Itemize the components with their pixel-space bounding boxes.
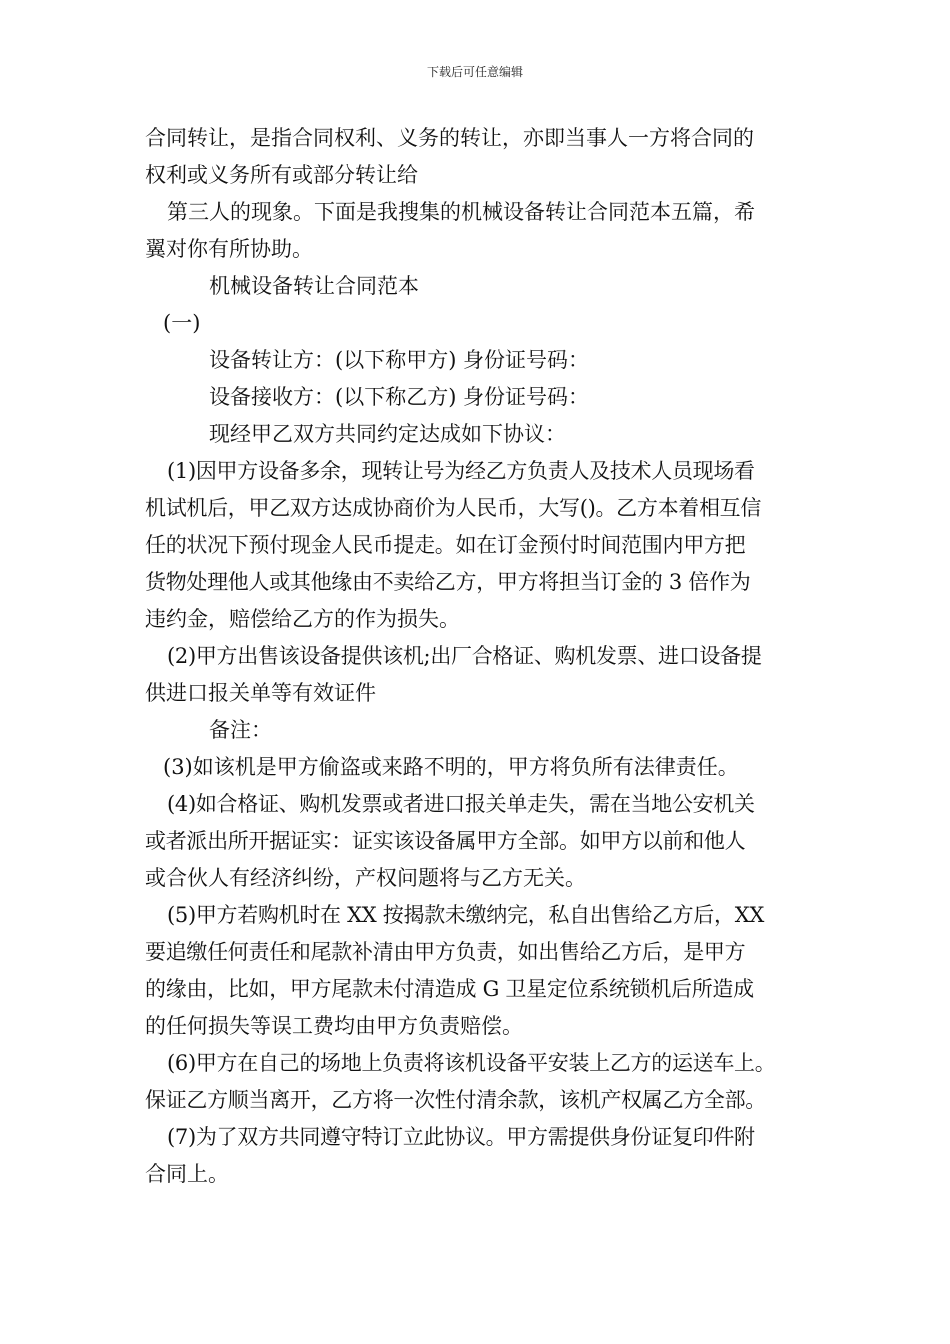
paragraph-line: 的缘由，比如，甲方尾款未付清造成 G 卫星定位系统锁机后所造成 <box>145 977 754 1001</box>
section-title: 机械设备转让合同范本 <box>209 274 419 298</box>
page-header: 下载后可任意编辑 <box>426 65 523 79</box>
section-number: (一) <box>163 311 201 335</box>
paragraph-line: 合同上。 <box>145 1162 229 1186</box>
paragraph-line: 货物处理他人或其他缘由不卖给乙方，甲方将担当订金的 3 倍作为 <box>145 570 751 594</box>
paragraph-line: (1)因甲方设备多余，现转让号为经乙方负责人及技术人员现场看 <box>167 459 755 483</box>
paragraph-line: 设备转让方：(以下称甲方) 身份证号码： <box>209 348 590 372</box>
paragraph-line: 任的状况下预付现金人民币提走。如在订金预付时间范围内甲方把 <box>145 533 746 557</box>
paragraph-line: (2)甲方出售该设备提供该机;出厂合格证、购机发票、进口设备提 <box>167 644 762 668</box>
paragraph-line: 权利或义务所有或部分转让给 <box>145 163 418 187</box>
paragraph-line: (6)甲方在自己的场地上负责将该机设备平安装上乙方的运送车上。 <box>167 1051 776 1075</box>
paragraph-line: 备注： <box>209 718 272 742</box>
paragraph-line: (7)为了双方共同遵守特订立此协议。甲方需提供身份证复印件附 <box>167 1125 755 1149</box>
paragraph-line: 的任何损失等误工费均由甲方负责赔偿。 <box>145 1014 523 1038</box>
paragraph-line: 第三人的现象。下面是我搜集的机械设备转让合同范本五篇，希 <box>167 200 755 224</box>
document-body <box>145 120 813 1193</box>
paragraph-line: 保证乙方顺当离开，乙方将一次性付清余款，该机产权属乙方全部。 <box>145 1088 766 1112</box>
paragraph-line: (5)甲方若购机时在 XX 按揭款未缴纳完，私自出售给乙方后，XX <box>167 903 764 927</box>
paragraph-line: 合同转让，是指合同权利、义务的转让，亦即当事人一方将合同的 <box>145 126 754 150</box>
paragraph-line: 现经甲乙双方共同约定达成如下协议： <box>209 422 566 446</box>
paragraph-line: 供进口报关单等有效证件 <box>145 681 376 705</box>
paragraph-line: 或者派出所开据证实：证实该设备属甲方全部。如甲方以前和他人 <box>145 829 746 853</box>
paragraph-line: 或合伙人有经济纠纷，产权问题将与乙方无关。 <box>145 866 586 890</box>
paragraph-line: 机试机后，甲乙双方达成协商价为人民币，大写()。乙方本着相互信 <box>145 496 762 520</box>
paragraph-line: (3)如该机是甲方偷盗或来路不明的，甲方将负所有法律责任。 <box>163 755 739 779</box>
paragraph-line: 设备接收方：(以下称乙方) 身份证号码： <box>209 385 590 409</box>
paragraph-line: (4)如合格证、购机发票或者进口报关单走失，需在当地公安机关 <box>167 792 755 816</box>
paragraph-line: 违约金，赔偿给乙方的作为损失。 <box>145 607 460 631</box>
paragraph-line: 翼对你有所协助。 <box>145 237 313 261</box>
paragraph-line: 要追缴任何责任和尾款补清由甲方负责，如出售给乙方后，是甲方 <box>145 940 746 964</box>
